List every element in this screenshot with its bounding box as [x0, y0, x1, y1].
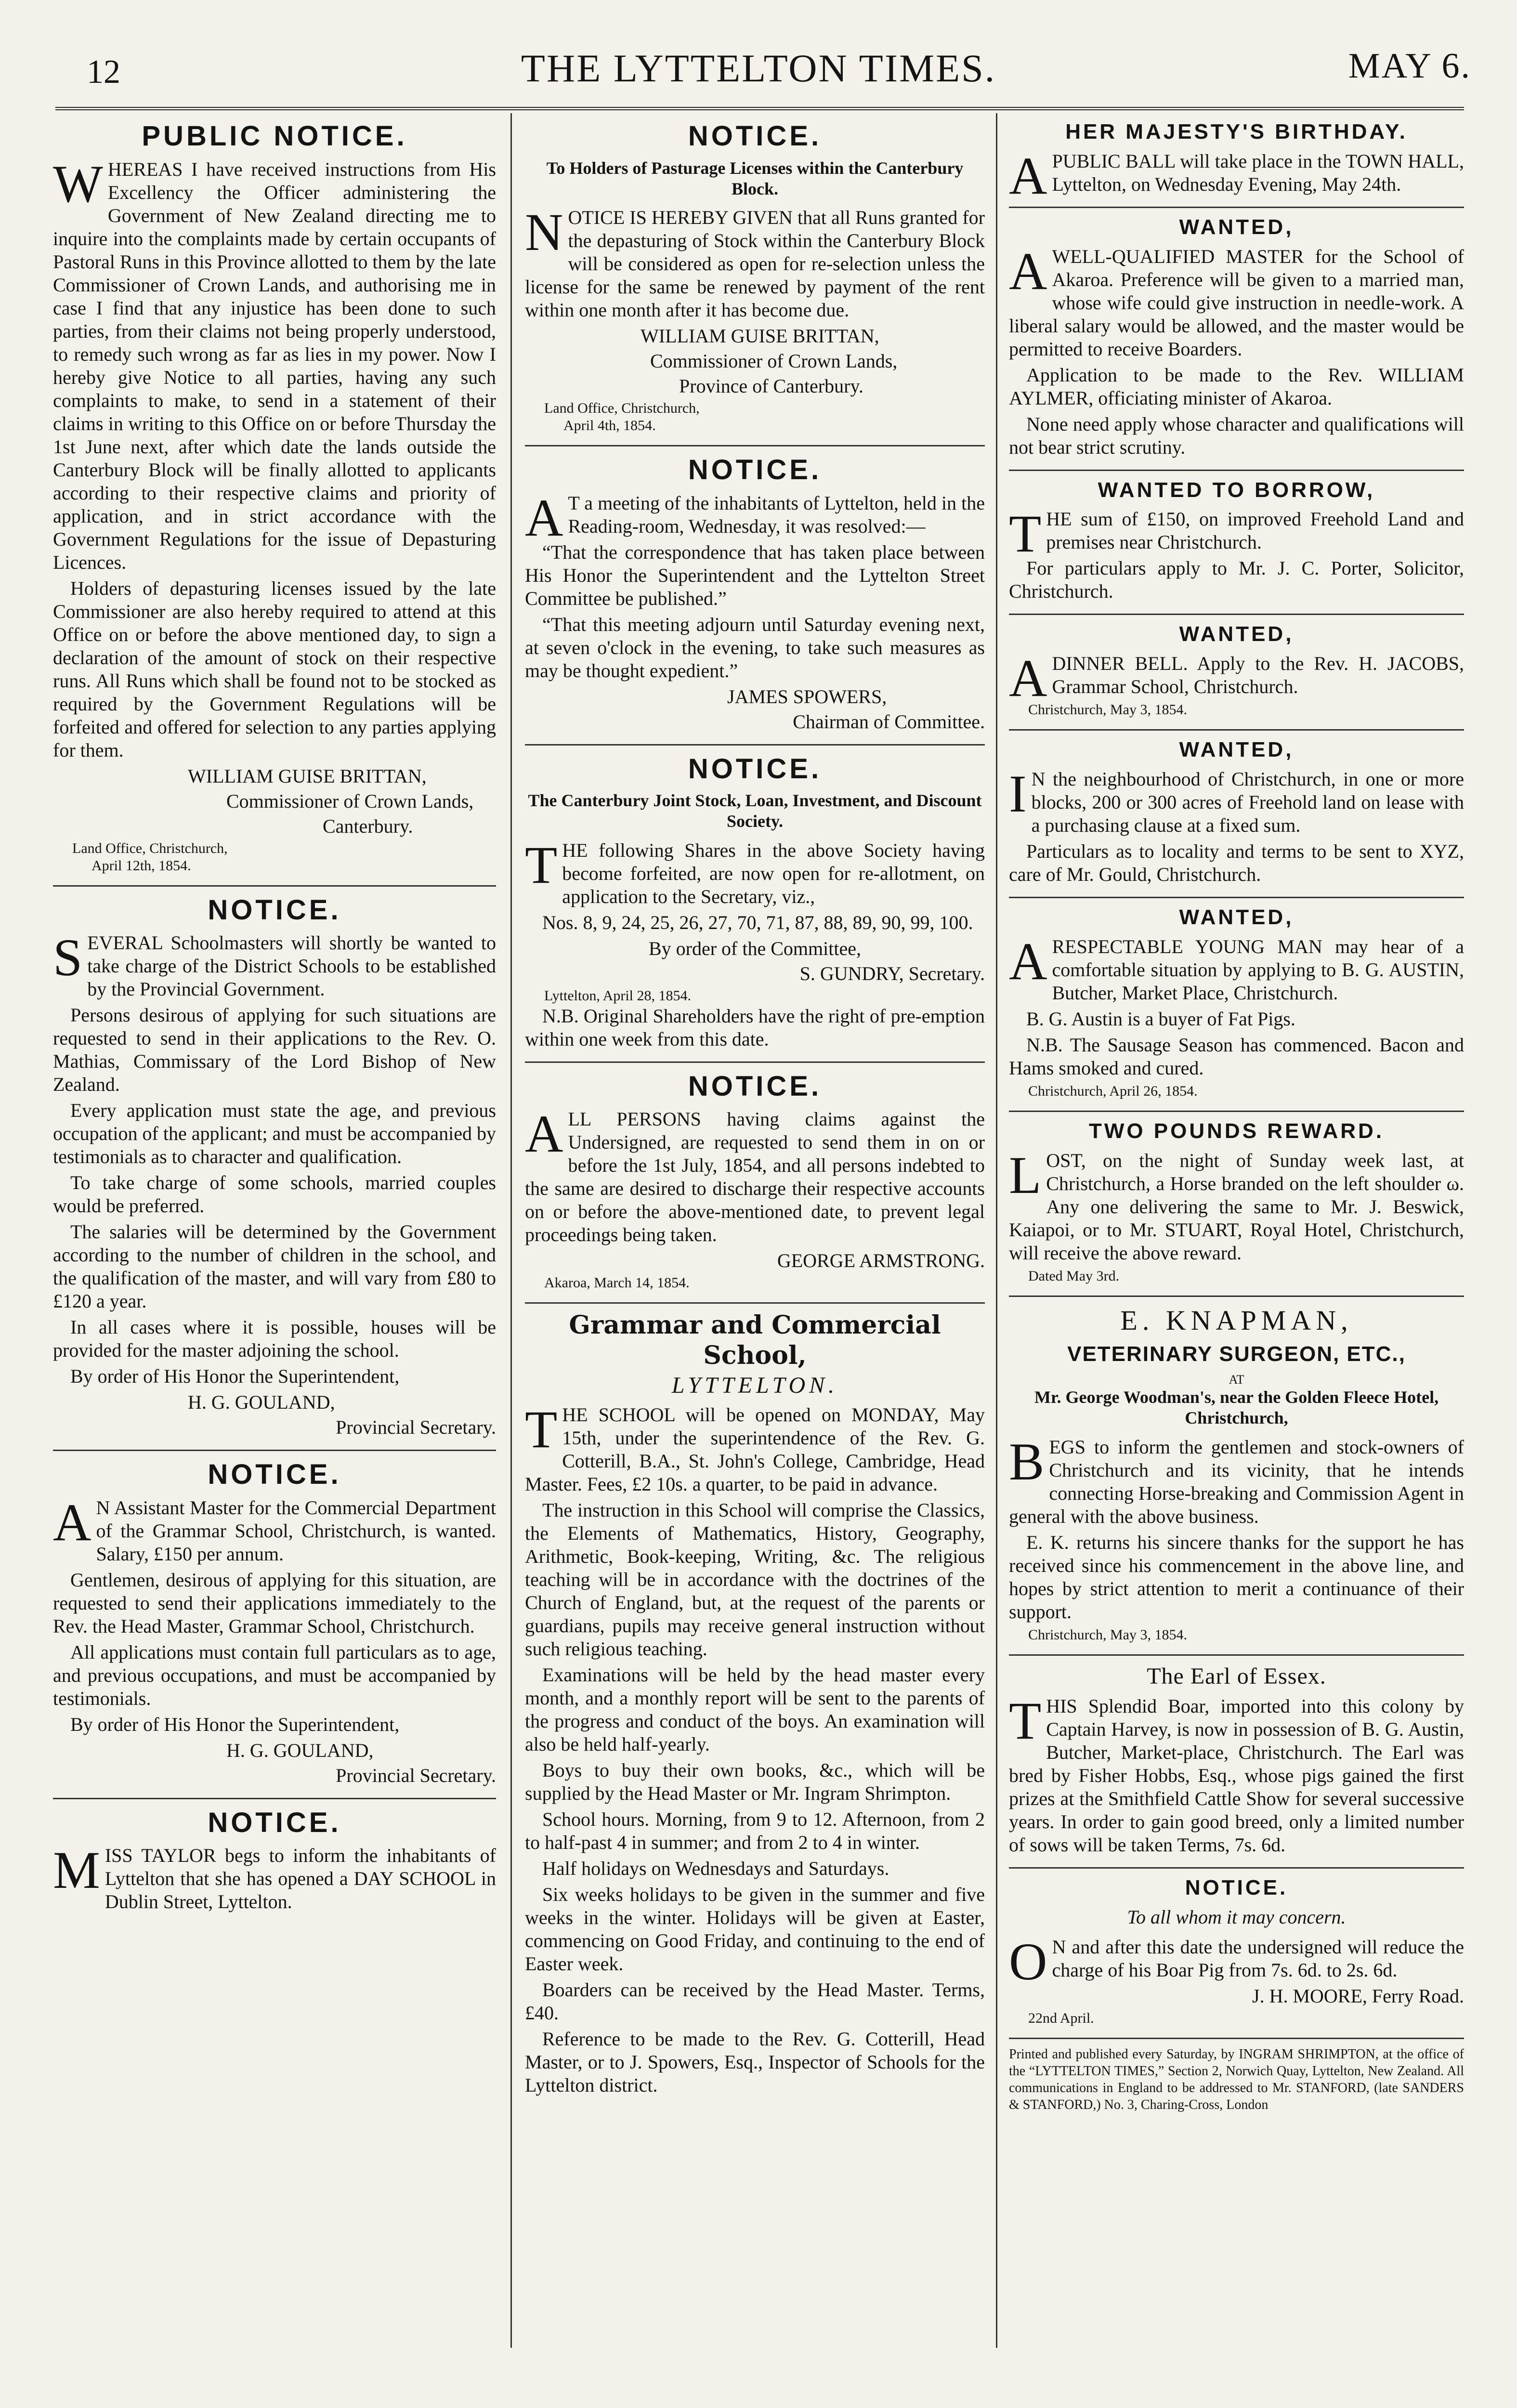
notice-body: AT a meeting of the inhabitants of Lyttelton, held in the Reading-room, Wednesday, it was resolved:— — [525, 488, 985, 547]
divider — [525, 445, 985, 446]
notice-heading: NOTICE. — [208, 1806, 341, 1838]
signature-title: Canterbury. — [323, 815, 413, 837]
signature: S. GUNDRY, Secretary. — [799, 962, 985, 984]
notice-wanted-master — [1009, 215, 1464, 459]
notice-reward — [1009, 1119, 1464, 1285]
notice-body: ADINNER BELL. Apply to the Rev. H. JACOBS, Grammar School, Christchurch. — [1009, 649, 1464, 708]
notice-heading: WANTED, — [1179, 738, 1294, 762]
notice-body: Six weeks holidays to be given in the summer and five weeks in the winter. Holidays will be given at Easter, commencing on Good Friday, and continuing to the end of Easter week. — [525, 1883, 985, 1975]
notice-heading: NOTICE. — [208, 1459, 341, 1491]
signature: By order of the Committee, — [648, 937, 861, 959]
notice-heading: WANTED, — [1179, 905, 1294, 929]
notice-date: Akaroa, March 14, 1854. — [544, 1275, 690, 1291]
notice-body: Gentlemen, desirous of applying for this situation, are requested to send their applications immediately to the Rev. the Head Master, Grammar School, Christchurch. — [53, 1569, 496, 1637]
notice-body: For particulars apply to Mr. J. C. Porter, Solicitor, Christchurch. — [1009, 557, 1464, 602]
notice-body: Every application must state the age, and previous occupation of the applicant; and must be accompanied by testimonials as to character and qualification. — [53, 1099, 496, 1168]
notice-body: ON and after this date the undersigned will reduce the charge of his Boar Pig from 7s. 6d. to 2s. 6d. — [1009, 1932, 1464, 1991]
signature-title: Province of Canterbury. — [679, 375, 863, 397]
notice-body: Application to be made to the Rev. WILLIAM AYLMER, officiating minister of Akaroa. — [1009, 364, 1464, 409]
notice-subheading: LYTTELTON. — [671, 1372, 838, 1398]
notice-body: “That the correspondence that has taken place between His Honor the Superintendent and the Lyttelton Street Committee be published.” — [525, 541, 985, 609]
notice-body: Reference to be made to the Rev. G. Cotterill, Head Master, or to J. Spowers, Esq., Inspector of Schools for the Lyttelton district. — [525, 2028, 985, 2096]
divider — [525, 744, 985, 746]
divider — [53, 1450, 496, 1451]
notice-subheading: VETERINARY SURGEON, ETC., — [1067, 1342, 1406, 1366]
notice-body: NOTICE IS HEREBY GIVEN that all Runs granted for the depasturing of Stock within the Canterbury Block will be considered as open for re-selection unless the license for the same be renewed by payment of the rent within one month after it has become due. — [525, 202, 985, 321]
notice-body: N.B. Original Shareholders have the right of pre-emption within one week from this date. — [525, 1005, 985, 1050]
notice-body: ALL PERSONS having claims against the Undersigned, are requested to send them in on or before the 1st July, 1854, and all persons indebted to the same are desired to discharge their respective accounts on or before the above-mentioned date, to prevent legal proceedings being taken. — [525, 1104, 985, 1246]
divider — [525, 1302, 985, 1304]
notice-heading: HER MAJESTY'S BIRTHDAY. — [1065, 120, 1408, 144]
notice-body: “That this meeting adjourn until Saturday evening next, at seven o'clock in the evening, to take such measures as may be thought expedient.” — [525, 613, 985, 681]
divider — [1009, 470, 1464, 471]
column-divider — [996, 113, 997, 2348]
signature: GEORGE ARMSTRONG. — [777, 1250, 985, 1272]
notice-body: By order of His Honor the Superintendent, — [70, 1365, 400, 1387]
notice-body: The salaries will be determined by the Government according to the number of children in the school, and the qualification of the master, and will vary from £80 to £120 a year. — [53, 1221, 496, 1312]
notice-date: Christchurch, May 3, 1854. — [1028, 702, 1187, 718]
signature-title: Provincial Secretary. — [336, 1764, 496, 1786]
public-notice-runs — [53, 119, 496, 875]
notice-pasturage — [525, 119, 985, 434]
notice-body: BEGS to inform the gentlemen and stock-owners of Christchurch and its vicinity, that he intends connecting Horse-breaking and Commission Agent in general with the above business. — [1009, 1432, 1464, 1527]
notice-armstrong — [525, 1070, 985, 1292]
notice-subheading: To all whom it may concern. — [1127, 1906, 1346, 1928]
notice-subheading: To Holders of Pasturage Licenses within the Canterbury Block. — [546, 158, 964, 198]
divider — [1009, 1654, 1464, 1656]
notice-date: Lyttelton, April 28, 1854. — [544, 987, 691, 1004]
notice-body: Persons desirous of applying for such situations are requested to send in their applications to the Rev. O. Mathias, Commissary of the Lord Bishop of New Zealand. — [53, 1004, 496, 1096]
notice-body: IN the neighbourhood of Christchurch, in one or more blocks, 200 or 300 acres of Freehold land on lease with a purchasing clause at a fixed sum. — [1009, 764, 1464, 836]
notice-body: Nos. 8, 9, 24, 25, 26, 27, 70, 71, 87, 88, 89, 90, 99, 100. — [542, 911, 973, 933]
notice-wanted-borrow — [1009, 478, 1464, 603]
notice-body: MISS TAYLOR begs to inform the inhabitants of Lyttelton that she has opened a DAY SCHOOL in Dublin Street, Lyttelton. — [53, 1841, 496, 1913]
notice-body: APUBLIC BALL will take place in the TOWN HALL, Lyttelton, on Wednesday Evening, May 24th. — [1009, 146, 1464, 205]
notice-heading: NOTICE. — [688, 753, 822, 785]
notice-date: Christchurch, April 26, 1854. — [1028, 1083, 1198, 1099]
notice-body: THE following Shares in the above Society having become forfeited, are now open for re-allotment, on application to the Secretary, viz., — [525, 835, 985, 907]
notice-schoolmasters — [53, 893, 496, 1440]
notice-heading: NOTICE. — [688, 454, 822, 485]
notice-birthday-ball — [1009, 119, 1464, 205]
notice-body: LOST, on the night of Sunday week last, at Christchurch, a Horse branded on the left shoulder ω. Any one delivering the same to Mr. J. Beswick, Kaiapoi, or to Mr. STUART, Royal Hotel, Christchurch, will receive the above reward. — [1009, 1145, 1464, 1264]
notice-body: In all cases where it is possible, houses will be provided for the master adjoining the school. — [53, 1316, 496, 1361]
notice-body: The instruction in this School will comprise the Classics, the Elements of Mathematics, History, Geography, Arithmetic, Book-keeping, Writing, &c. The religious teaching will be in accordance with the doctrines of the Church of England, but, at the request of the parents or guardians, pupils may receive general instruction without such religious teaching. — [525, 1499, 985, 1660]
notice-heading: NOTICE. — [688, 1070, 822, 1102]
notice-body: Particulars as to locality and terms to be sent to XYZ, care of Mr. Gould, Christchurch. — [1009, 840, 1464, 885]
signature: WILLIAM GUISE BRITTAN, — [641, 325, 879, 347]
newspaper-title: THE LYTTELTON TIMES. — [521, 46, 996, 90]
notice-shares — [525, 752, 985, 1051]
notice-date: Christchurch, May 3, 1854. — [1028, 1626, 1187, 1643]
notice-date: April 4th, 1854. — [563, 417, 656, 433]
notice-body: N.B. The Sausage Season has commenced. Bacon and Hams smoked and cured. — [1009, 1034, 1464, 1079]
notice-body: THE sum of £150, on improved Freehold Land and premises near Christchurch. — [1009, 504, 1464, 563]
notice-body: B. G. Austin is a buyer of Fat Pigs. — [1026, 1008, 1295, 1030]
imprint: Printed and published every Saturday, by INGRAM SHRIMPTON, at the office of the “LYTTELTON TIMES,” Section 2, Norwich Quay, Lyttelton, New Zealand. All communications in England to be addressed to Mr. STANFORD, (late SANDERS & STANFORD,) No. 3, Charing-Cross, London — [1009, 2046, 1464, 2112]
notice-subheading: Mr. George Woodman's, near the Golden Fleece Hotel, Christchurch, — [1034, 1387, 1439, 1428]
notice-body: AWELL-QUALIFIED MASTER for the School of Akaroa. Preference will be given to a married man, whose wife could give instruction in needle-work. A liberal salary would be allowed, and the master would be permitted to receive Boarders. — [1009, 241, 1464, 360]
signature: JAMES SPOWERS, — [727, 685, 887, 707]
notice-heading: NOTICE. — [688, 120, 822, 152]
notice-heading: The Earl of Essex. — [1147, 1663, 1326, 1689]
issue-date: MAY 6. — [1348, 46, 1471, 86]
notice-heading: E. KNAPMAN, — [1120, 1304, 1353, 1336]
notice-body: None need apply whose character and qualifications will not bear strict scrutiny. — [1009, 413, 1464, 458]
notice-day-school — [53, 1806, 496, 1914]
notice-dinner-bell — [1009, 622, 1464, 719]
signature: H. G. GOULAND, — [188, 1391, 335, 1413]
divider — [525, 1061, 985, 1063]
divider — [1009, 1111, 1464, 1112]
masthead-rule — [55, 107, 1464, 110]
notice-meeting — [525, 453, 985, 733]
notice-body: THIS Splendid Boar, imported into this colony by Captain Harvey, is now in possession of B. G. Austin, Butcher, Market-place, Christchurch. The Earl was bred by Fisher Hobbs, Esq., whose pigs gained the first prizes at the Smithfield Cattle Show for several successive years. In order to gain good breed, only a limited number of sows will be taken Terms, 7s. 6d. — [1009, 1691, 1464, 1856]
notice-heading: NOTICE. — [208, 894, 341, 926]
notice-heading: WANTED, — [1179, 215, 1294, 239]
notice-body: To take charge of some schools, married couples would be preferred. — [53, 1172, 496, 1217]
notice-body: ARESPECTABLE YOUNG MAN may hear of a comfortable situation by applying to B. G. AUSTIN, Butcher, Market Place, Christchurch. — [1009, 931, 1464, 1004]
notice-body: THE SCHOOL will be opened on MONDAY, May 15th, under the superintendence of the Rev. G. Cotterill, B.A., St. John's College, Cambridge, Head Master. Fees, £2 10s. a quarter, to be paid in advance. — [525, 1400, 985, 1495]
notice-grammar-school — [525, 1310, 985, 2096]
notice-body: Examinations will be held by the head master every month, and a monthly report will be sent to the parents of the progress and conduct of the boys. An examination will also be held half-yearly. — [525, 1663, 985, 1755]
divider — [53, 1798, 496, 1799]
notice-date: April 12th, 1854. — [92, 857, 191, 874]
column-divider — [510, 113, 512, 2348]
notice-body: Holders of depasturing licenses issued by the late Commissioner are also hereby required to attend at this Office on or before the above mentioned day, to sign a declaration of the amount of stock on their respective runs. All Runs which shall be found not to be stocked as required by the Government Regulations will be forfeited and offered for selection to any parties applying for them. — [53, 577, 496, 761]
divider — [53, 885, 496, 887]
notice-heading: WANTED TO BORROW, — [1098, 478, 1375, 502]
signature-title: Chairman of Committee. — [793, 710, 985, 733]
notice-body: School hours. Morning, from 9 to 12. Afternoon, from 2 to half-past 4 in summer; and from 2 to 4 in winter. — [525, 1808, 985, 1853]
divider — [1009, 729, 1464, 731]
notice-boar-charge — [1009, 1875, 1464, 2027]
page-number: 12 — [87, 53, 120, 91]
divider — [1009, 1296, 1464, 1297]
notice-body: All applications must contain full particulars as to age, and previous occupations, and must be accompanied by testimonials. — [53, 1641, 496, 1709]
notice-body: E. K. returns his sincere thanks for the support he has received since his commencement in the above line, and hopes by strict attention to merit a continuance of their support. — [1009, 1531, 1464, 1623]
notice-assistant-master — [53, 1458, 496, 1787]
column-3 — [1009, 116, 1464, 2350]
notice-body: AN Assistant Master for the Commercial Department of the Grammar School, Christchurch, is wanted. Salary, £150 per annum. — [53, 1492, 496, 1565]
divider — [1009, 897, 1464, 898]
masthead — [0, 0, 1517, 113]
divider — [1009, 207, 1464, 208]
column-1 — [53, 116, 496, 2350]
notice-heading: NOTICE. — [1185, 1876, 1288, 1900]
signature: H. G. GOULAND, — [226, 1739, 374, 1761]
signature-title: Commissioner of Crown Lands, — [650, 350, 898, 372]
notice-body: Half holidays on Wednesdays and Saturdays. — [542, 1857, 889, 1879]
notice-subheading: AT — [1229, 1372, 1244, 1387]
notice-knapman — [1009, 1304, 1464, 1644]
divider — [1009, 2038, 1464, 2039]
notice-body: Boarders can be received by the Head Master. Terms, £40. — [525, 1978, 985, 2024]
signature: WILLIAM GUISE BRITTAN, — [188, 765, 427, 787]
divider — [1009, 614, 1464, 615]
notice-body: Boys to buy their own books, &c., which will be supplied by the Head Master or Mr. Ingram Shrimpton. — [525, 1759, 985, 1804]
notice-date: Dated May 3rd. — [1028, 1268, 1120, 1284]
signature: J. H. MOORE, Ferry Road. — [1252, 1985, 1464, 2007]
divider — [1009, 1867, 1464, 1869]
column-2 — [525, 116, 985, 2350]
notice-heading: PUBLIC NOTICE. — [142, 120, 407, 152]
signature-title: Commissioner of Crown Lands, — [226, 790, 474, 812]
notice-body: By order of His Honor the Superintendent, — [70, 1713, 400, 1735]
notice-body: SEVERAL Schoolmasters will shortly be wanted to take charge of the District Schools to be established by the Provincial Government. — [53, 928, 496, 1000]
notice-earl-of-essex — [1009, 1662, 1464, 1857]
notice-heading: TWO POUNDS REWARD. — [1088, 1119, 1385, 1143]
notice-heading: WANTED, — [1179, 622, 1294, 646]
notice-wanted-land — [1009, 737, 1464, 886]
notice-body: WHEREAS I have received instructions from His Excellency the Officer administering the Government of New Zealand directing me to inquire into the complaints made by certain occupants of Pastoral Runs in this Province allotted to them by the late Commissioner of Crown Lands, and authorising me in case I find that any injustice has been done to such parties, from their claims not being properly understood, to remedy such wrong as far as lies in my power. Now I hereby give Notice to all parties, having any such complaints to make, to send in a statement of their claims in writing to this Office on or before Thursday the 1st June next, after which date the lands outside the Canterbury Block will be finally allotted to applicants according to their respective claims and priority of application, and in strict accordance with the Government Regulations for the issue of Depasturing Licences. — [53, 154, 496, 573]
signature-title: Provincial Secretary. — [336, 1416, 496, 1439]
notice-heading: Grammar and Commercial School, — [569, 1310, 941, 1370]
notice-subheading: The Canterbury Joint Stock, Loan, Investment, and Discount Society. — [528, 791, 982, 831]
notice-place: Land Office, Christchurch, — [72, 840, 228, 856]
notice-young-man — [1009, 905, 1464, 1100]
notice-place: Land Office, Christchurch, — [544, 400, 700, 416]
notice-date: 22nd April. — [1028, 2010, 1094, 2026]
